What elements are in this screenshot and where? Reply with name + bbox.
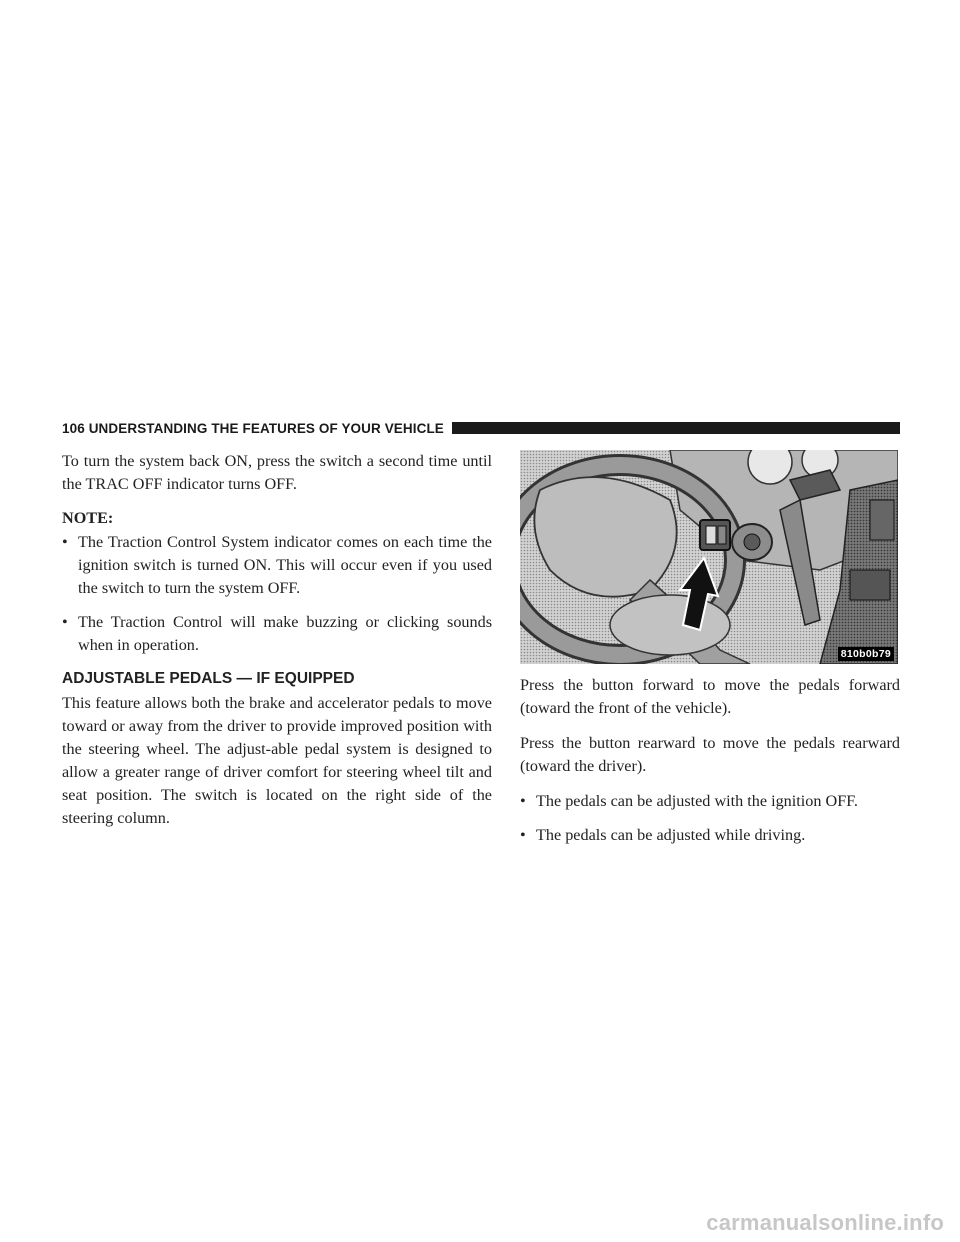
forward-paragraph: Press the button forward to move the pedals forward (toward the front of the vehicle). — [520, 676, 900, 717]
section-title: ADJUSTABLE PEDALS — IF EQUIPPED — [62, 670, 355, 687]
page-number: 106 — [62, 420, 85, 436]
rearward-paragraph: Press the button rearward to move the pedals rearward (toward the driver). — [520, 734, 900, 775]
bullet-icon: • — [62, 613, 68, 631]
chapter-title: UNDERSTANDING THE FEATURES OF YOUR VEHICLE — [88, 420, 444, 436]
list-item: • The pedals can be adjusted with the ignition OFF. — [520, 790, 900, 813]
right-column — [520, 450, 900, 858]
steering-column-figure — [520, 450, 898, 664]
pedal-notes-list — [520, 790, 900, 847]
header-rule — [452, 422, 900, 434]
note-list — [62, 531, 492, 657]
list-item: • The pedals can be adjusted while driving. — [520, 824, 900, 847]
intro-paragraph: To turn the system back ON, press the switch a second time until the TRAC OFF indicator turns OFF. — [62, 452, 492, 493]
header-title — [62, 421, 452, 436]
section-paragraph: This feature allows both the brake and accelerator pedals to move toward or away from the driver to provide improved position with the steering wheel. The adjust-able pedal system is designed to allow a greater range of driver comfort for steering wheel tilt and seat position. The switch is located on the right side of the steering column. — [62, 694, 492, 827]
list-item: • The Traction Control will make buzzing or clicking sounds when in operation. — [62, 613, 492, 654]
bullet-icon: • — [520, 792, 526, 810]
list-item: • The Traction Control System indicator comes on each time the ignition switch is turned ON. This will occur even if you used the switch to turn the system OFF. — [62, 533, 492, 597]
steering-wheel-illustration — [520, 450, 898, 664]
left-column — [62, 450, 492, 830]
note-label: NOTE: — [62, 509, 114, 527]
watermark: carmanualsonline.info — [706, 1210, 944, 1235]
page-header — [62, 420, 900, 436]
bullet-icon: • — [62, 533, 68, 551]
figure-code: 810b0b79 — [838, 647, 894, 661]
bullet-icon: • — [520, 826, 526, 844]
